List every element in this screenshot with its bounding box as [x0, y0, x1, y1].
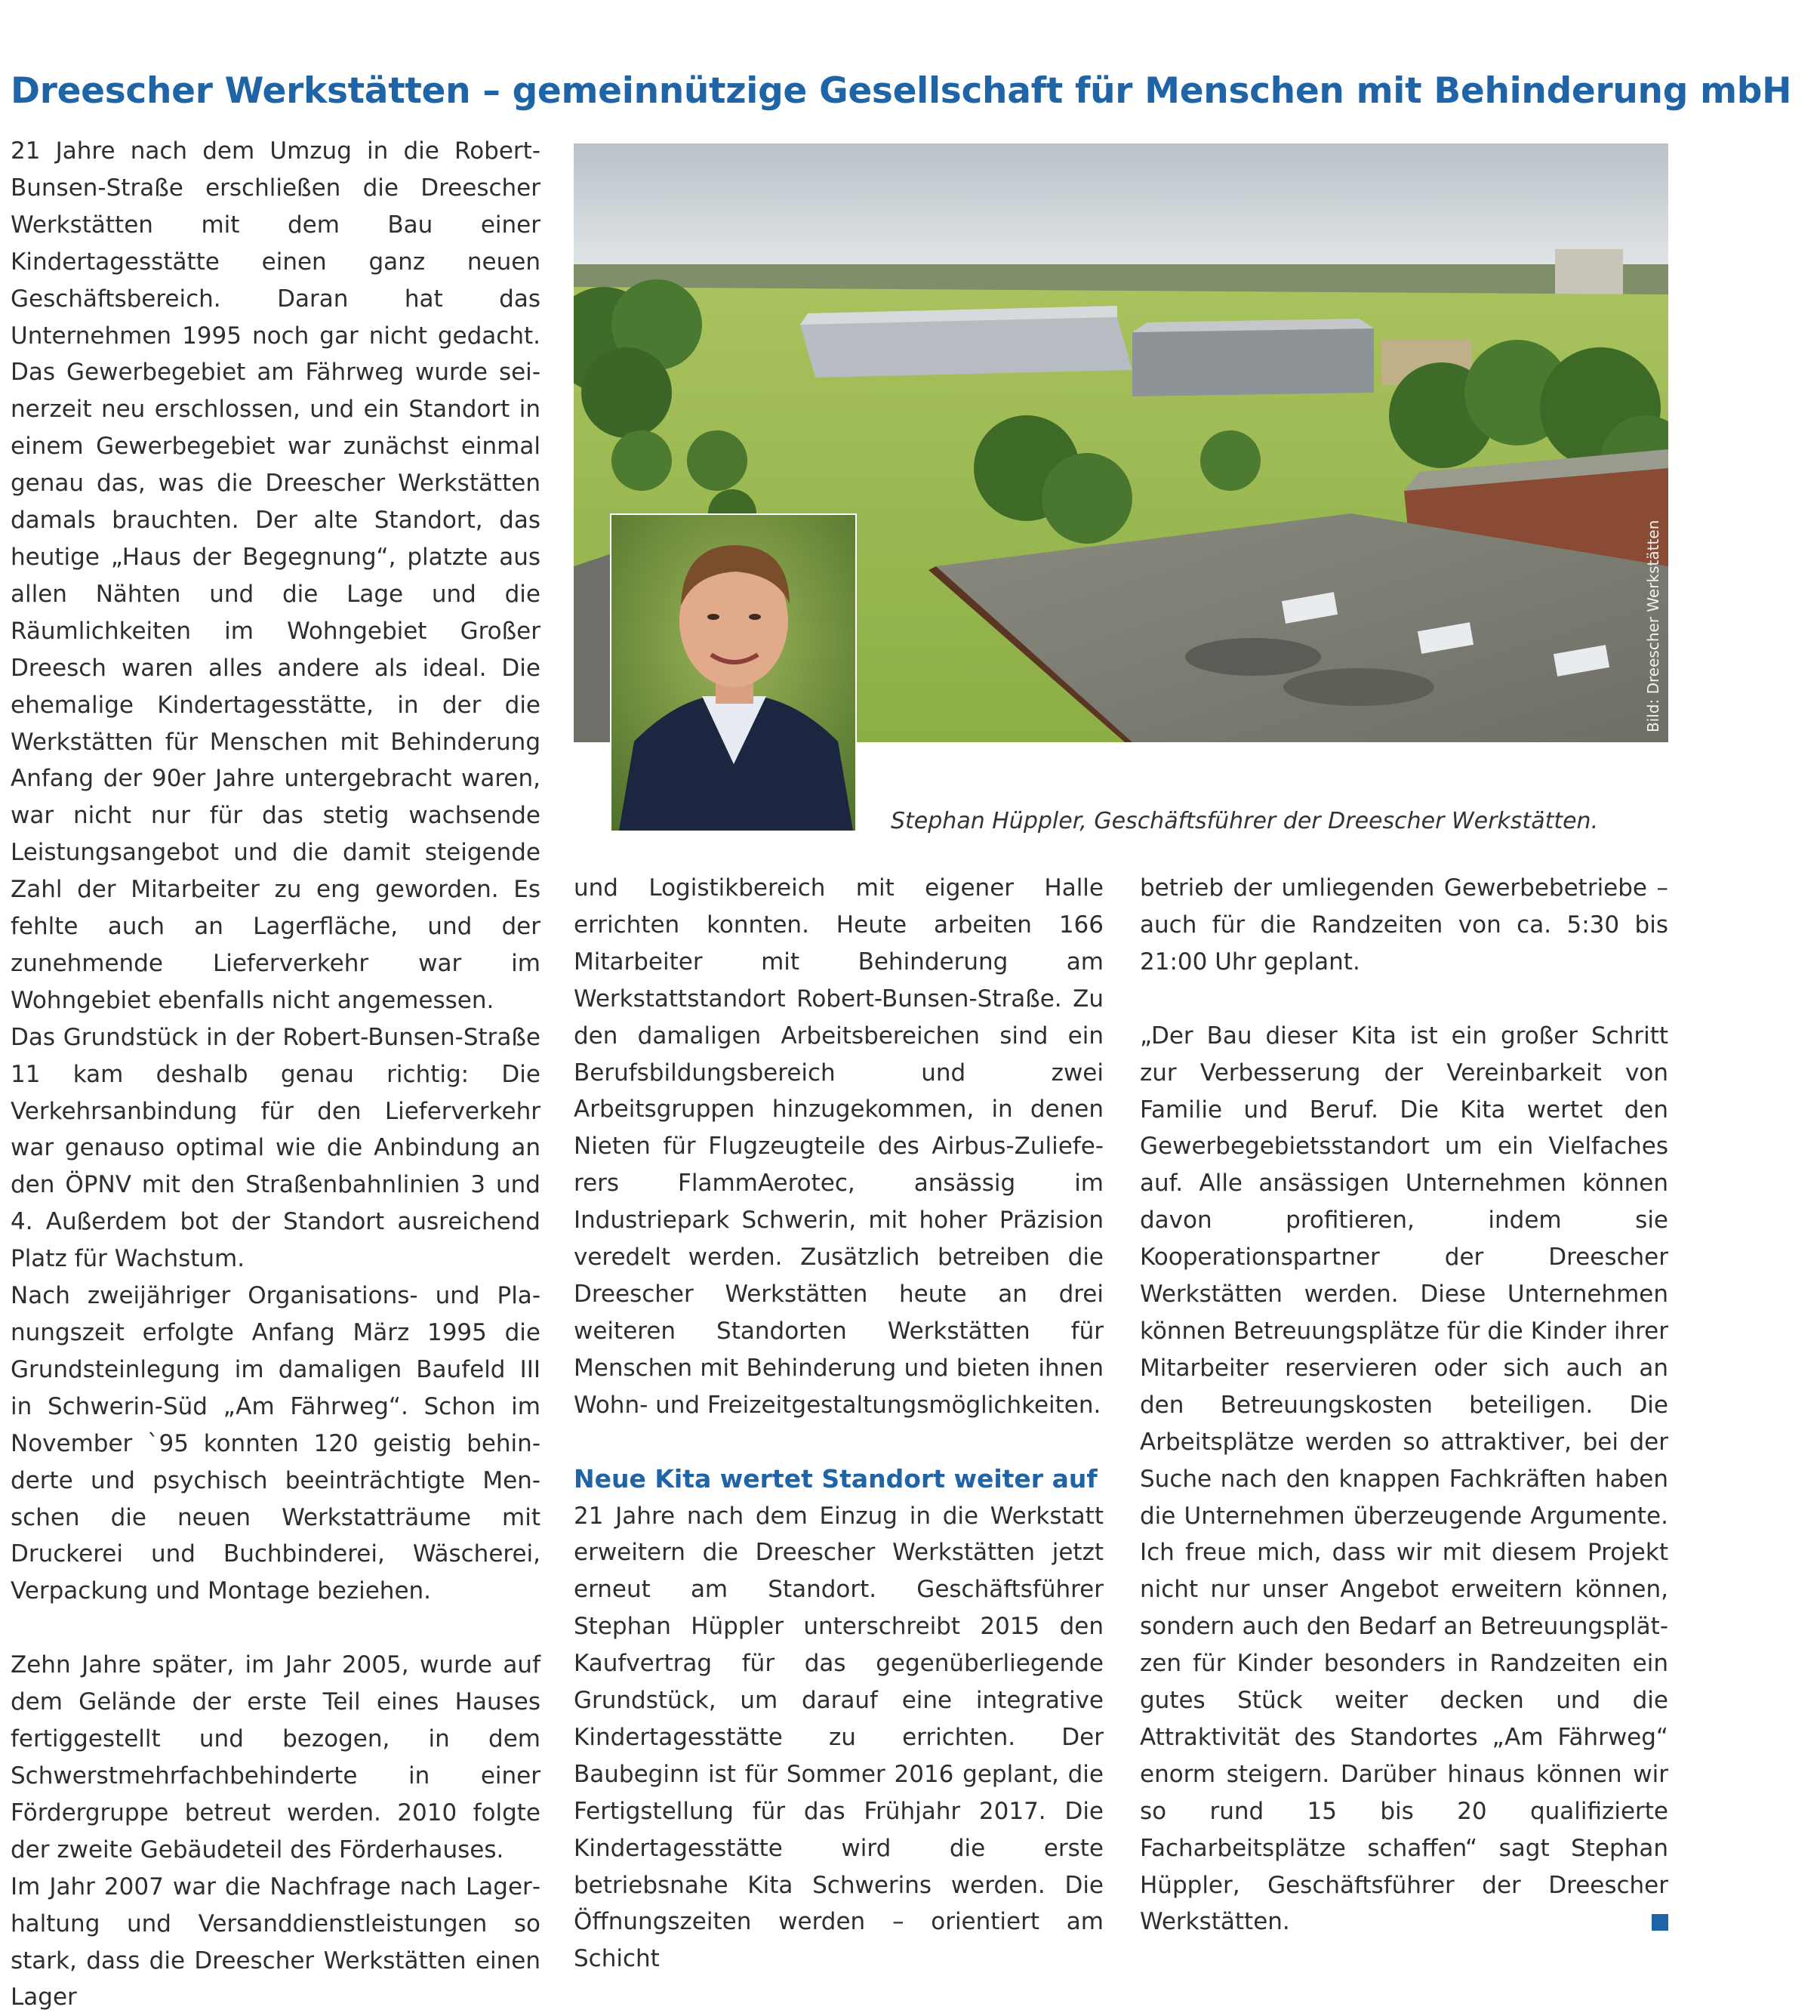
- portrait-photo: [610, 513, 857, 832]
- end-mark-icon: [1652, 1914, 1668, 1931]
- column-2: [574, 870, 1104, 1977]
- quote-text: „Der Bau dieser Kita ist ein großer Schritt zur Verbesserung der Vereinbarkeit von Familie und Beruf. Die Kita wertet den Gewerbegebietsstandort um ein Vielfaches auf. Alle ansässigen Unternehmen können davon profitieren, indem sie Kooperationspartner der Dreescher Werkstätten werden. Diese Unternehmen können Betreuungsplätze für die Kinder ihrer Mitarbeiter reservieren oder sich auch an den Betreuungskosten beteiligen. Die Arbeitsplätze werden so attraktiver, bei der Suche nach den knappen Fachkräften haben die Unternehmen überzeugende Argumente. Ich freue mich, dass wir mit diesem Projekt nicht nur unser Angebot erweitern können, sondern auch den Bedarf an Betreuungsplätzen für Kinder besonders in Randzeiten ein gutes Stück weiter decken und die Attraktivität des Standortes „Am Fährweg“ enorm steigern. Darüber hinaus können wir so rund 15 bis 20 qualifizierte Facharbeitsplätze schaffen“ sagt Stephan Hüppler, Geschäftsführer der Dreescher Werkstätten.: [1140, 1022, 1668, 1936]
- paragraph: Im Jahr 2007 war die Nachfrage nach Lagerhaltung und Versanddienstleistungen so stark, dass die Dreescher Werkstätten einen Lager: [11, 1873, 540, 2011]
- column-3: [1140, 870, 1668, 1940]
- column-1: [11, 133, 540, 2016]
- paragraph: 21 Jahre nach dem Umzug in die Robert-Bunsen-Straße erschließen die Dreescher Werkstätten mit dem Bau einer Kindertagesstätte einen ganz neuen Geschäftsbereich. Daran hat das Unternehmen 1995 noch gar nicht gedacht. Das Gewerbegebiet am Fährweg wurde seinerzeit neu erschlossen, und ein Standort in einem Gewerbegebiet war zunächst einmal genau das, was die Dreescher Werkstätten damals brauchten. Der alte Standort, das heutige „Haus der Begegnung“, platzte aus allen Nähten und die Lage und die Räumlichkeiten im Wohngebiet Großer Dreesch waren alles andere als ideal. Die ehemalige Kindertagesstätte, in der die Werkstätten für Menschen mit Behinderung Anfang der 90er Jahre untergebracht waren, war nicht nur für das stetig wachsende Leistungsangebot und die damit steigende Zahl der Mitarbeiter zu eng geworden. Es fehlte auch an Lagerfläche, und der zunehmende Lieferverkehr war im Wohngebiet ebenfalls nicht angemessen.: [11, 137, 540, 1014]
- photo-caption: Stephan Hüppler, Geschäftsführer der Dreescher Werkstätten.: [891, 808, 1599, 834]
- paragraph: betrieb der umliegenden Gewerbebetriebe – auch für die Randzeiten von ca. 5:30 bis 21:00 Uhr geplant.: [1140, 874, 1668, 976]
- quote-paragraph: [1140, 1018, 1668, 1941]
- paragraph: Das Grundstück in der Robert-Bunsen-Straße 11 kam deshalb genau richtig: Die Verkehrsanbindung für den Lieferverkehr war genauso optimal wie die Anbindung an den ÖPNV mit den Straßenbahnlinien 3 und 4. Außerdem bot der Standort ausreichend Platz für Wachstum.: [11, 1023, 540, 1273]
- paragraph: Zehn Jahre später, im Jahr 2005, wurde auf dem Gelände der erste Teil eines Hauses fertiggestellt und bezogen, in dem Schwerstmehrfachbehinderte in einer Fördergruppe betreut werden. 2010 folgte der zweite Gebäudeteil des Förderhauses.: [11, 1651, 540, 1863]
- section-heading: Neue Kita wertet Standort weiter auf: [574, 1463, 1098, 1494]
- paragraph: Nach zweijähriger Organisations- und Planungszeit erfolgte Anfang März 1995 die Grundsteinlegung im damaligen Baufeld III in Schwerin-Süd „Am Fährweg“. Schon im November `95 konnten 120 geistig behinderte und psychisch beeinträchtigte Menschen die neuen Werkstatträume mit Druckerei und Buchbinderei, Wäscherei, Verpackung und Montage beziehen.: [11, 1282, 540, 1605]
- article-title: Dreescher Werkstätten – gemeinnützige Gesellschaft für Menschen mit Behinderung mbH: [11, 70, 1792, 113]
- paragraph: und Logistikbereich mit eigener Halle errichten konnten. Heute arbeiten 166 Mitarbeiter mit Behinderung am Werkstattstandort Robert-Bunsen-Straße. Zu den damaligen Arbeitsbereichen sind ein Berufsbildungsbereich und zwei Arbeitsgruppen hinzugekommen, in denen Nieten für Flugzeugteile des Airbus-Zulieferers FlammAerotec, ansässig im Industriepark Schwerin, mit hoher Präzision veredelt werden. Zusätzlich betreiben die Dreescher Werkstätten heute an drei weiteren Standorten Werkstätten für Menschen mit Behinderung und bieten ihnen Wohn- und Freizeitgestaltungsmöglichkeiten.: [574, 874, 1104, 1419]
- photo-credit: Bild: Dreescher Werkstätten: [1644, 519, 1662, 732]
- paragraph: 21 Jahre nach dem Einzug in die Werkstatt erweitern die Dreescher Werkstätten jetzt erneut am Standort. Geschäftsführer Stephan Hüppler unterschreibt 2015 den Kaufvertrag für das gegenüberliegende Grundstück, um darauf eine integrative Kindertagesstätte zu errichten. Der Baubeginn ist für Sommer 2016 geplant, die Fertigstellung für das Frühjahr 2017. Die Kindertagesstätte wird die erste betriebsnahe Kita Schwerins werden. Die Öffnungszeiten werden – orientiert am Schicht: [574, 1502, 1104, 1973]
